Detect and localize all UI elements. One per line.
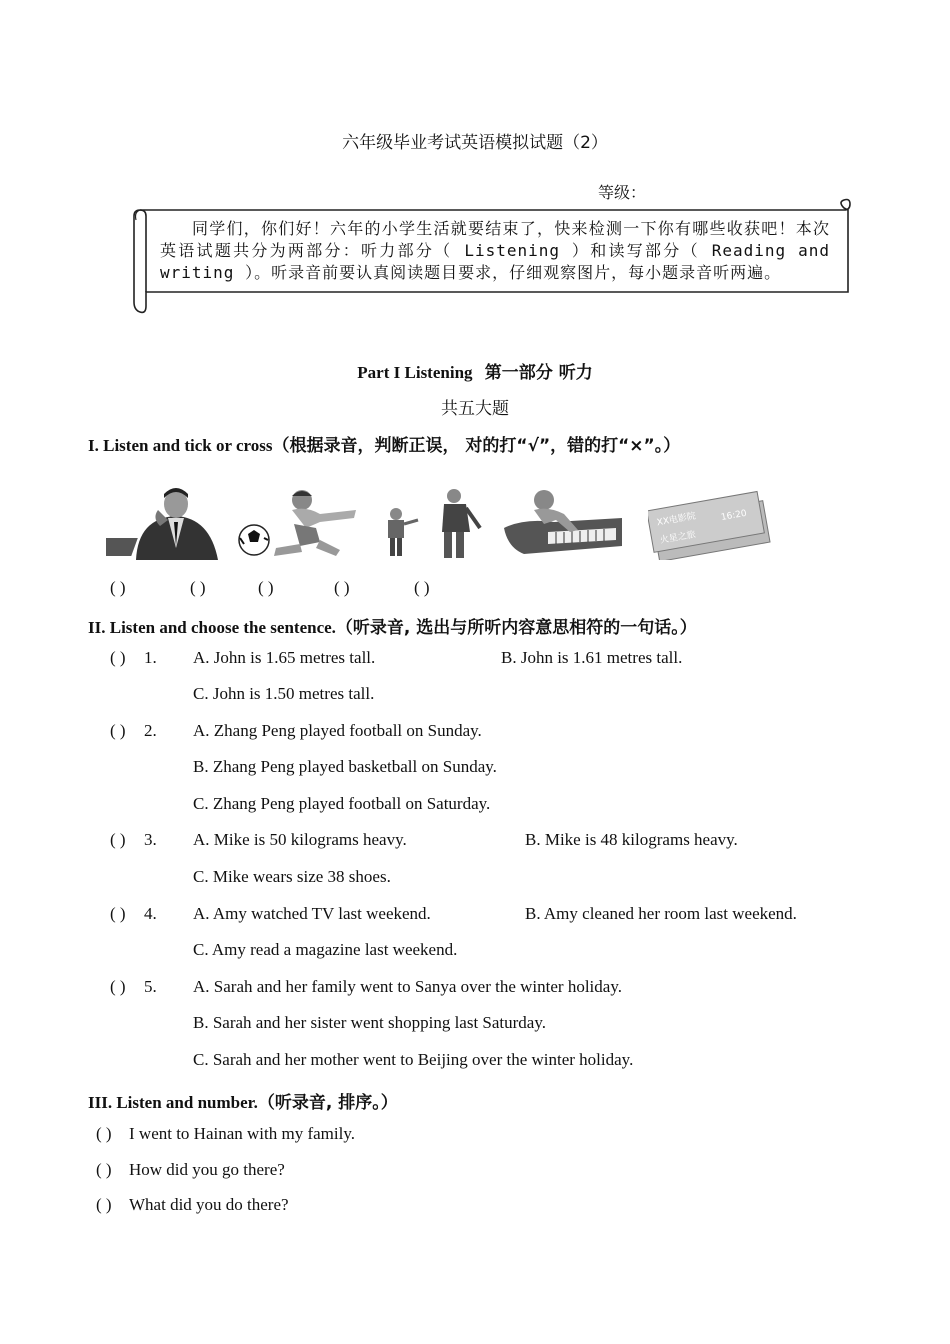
option-a[interactable]: A. Sarah and her family went to Sanya over the winter holiday. [193,977,622,996]
part1-title [0,358,950,383]
part1-title-cn: 第一部分 听力 [484,363,593,383]
picture-piano [504,488,624,560]
option-c[interactable]: C. John is 1.50 metres tall. [193,684,375,703]
picture-boy-and-man [378,488,488,560]
section3-heading [88,1088,398,1113]
picture-tickets [648,488,774,560]
question-blank[interactable]: ( ) [110,977,126,996]
section2-heading-cn: （听录音, 选出与所听内容意思相符的一句话。） [335,618,697,638]
question-number: 4. [144,904,157,923]
section1-heading [88,431,680,456]
option-c[interactable]: C. Amy read a magazine last weekend. [193,940,458,959]
section1-blank-1[interactable]: ( ) [110,578,126,597]
section2-heading-en: II. Listen and choose the sentence. [88,618,336,637]
grade-label: 等级： [598,183,647,202]
option-a[interactable]: A. Amy watched TV last weekend. [193,904,431,923]
section3-heading-cn: （听录音, 排序。） [257,1093,398,1113]
dialogue-line: How did you go there? [129,1160,285,1179]
intro-scroll-box [132,198,856,314]
option-b[interactable]: B. Mike is 48 kilograms heavy. [525,830,738,849]
ticket-cinema-label: XX电影院 [656,511,697,529]
cinema-tickets-icon [648,488,774,560]
ticket-movie-label: 火星之旅 [659,529,697,547]
number-blank[interactable]: ( ) [96,1195,112,1214]
section3-heading-en: III. Listen and number. [88,1093,258,1112]
question-number: 3. [144,830,157,849]
option-c[interactable]: C. Zhang Peng played football on Saturday. [193,794,491,813]
question-blank[interactable]: ( ) [110,830,126,849]
option-b[interactable]: B. Sarah and her sister went shopping last Saturday. [193,1013,546,1032]
option-b[interactable]: B. Zhang Peng played basketball on Sunday. [193,757,497,776]
part1-subtitle: 共五大题 [441,399,509,419]
section1-blank-4[interactable]: ( ) [334,578,350,597]
section1-blank-5[interactable]: ( ) [414,578,430,597]
intro-text: 同学们，你们好！六年的小学生活就要结束了，快来检测一下你有哪些收获吧！本次英语试题共分为两部分：听力部分（ Listening ）和读写部分（ Reading and writing ）。听录音前要认真阅读题目要求，仔细观察图片，每小题录音听两遍。 [160,219,830,282]
number-blank[interactable]: ( ) [96,1124,112,1143]
section1-heading-en: I. Listen and tick or cross [88,436,273,455]
boy-and-man-talking-icon [378,488,488,560]
section2-heading [88,613,697,638]
section1-blank-3[interactable]: ( ) [258,578,274,597]
question-number: 1. [144,648,157,667]
option-c[interactable]: C. Sarah and her mother went to Beijing over the winter holiday. [193,1050,634,1069]
ticket-time-label: 16:20 [720,508,748,524]
option-a[interactable]: A. Mike is 50 kilograms heavy. [193,830,407,849]
dialogue-line: I went to Hainan with my family. [129,1124,355,1143]
section1-heading-cn: （根据录音，判断正误， 对的打“√”，错的打“×”。） [272,436,681,456]
picture-boy-football [236,488,362,560]
question-blank[interactable]: ( ) [110,648,126,667]
option-b[interactable]: B. Amy cleaned her room last weekend. [525,904,797,923]
boy-kicking-football-icon [236,488,362,560]
question-number: 2. [144,721,157,740]
page-title: 六年级毕业考试英语模拟试题（2） [342,133,608,153]
number-blank[interactable]: ( ) [96,1160,112,1179]
person-playing-piano-icon [504,488,624,560]
question-number: 5. [144,977,157,996]
section1-blank-2[interactable]: ( ) [190,578,206,597]
option-b[interactable]: B. John is 1.61 metres tall. [501,648,683,667]
dialogue-line: What did you do there? [129,1195,289,1214]
question-blank[interactable]: ( ) [110,904,126,923]
question-blank[interactable]: ( ) [110,721,126,740]
businessman-on-phone-icon [106,488,224,560]
option-a[interactable]: A. Zhang Peng played football on Sunday. [193,721,482,740]
option-a[interactable]: A. John is 1.65 metres tall. [193,648,376,667]
option-c[interactable]: C. Mike wears size 38 shoes. [193,867,391,886]
picture-businessman [106,488,224,560]
part1-title-en: Part I Listening [357,363,473,382]
